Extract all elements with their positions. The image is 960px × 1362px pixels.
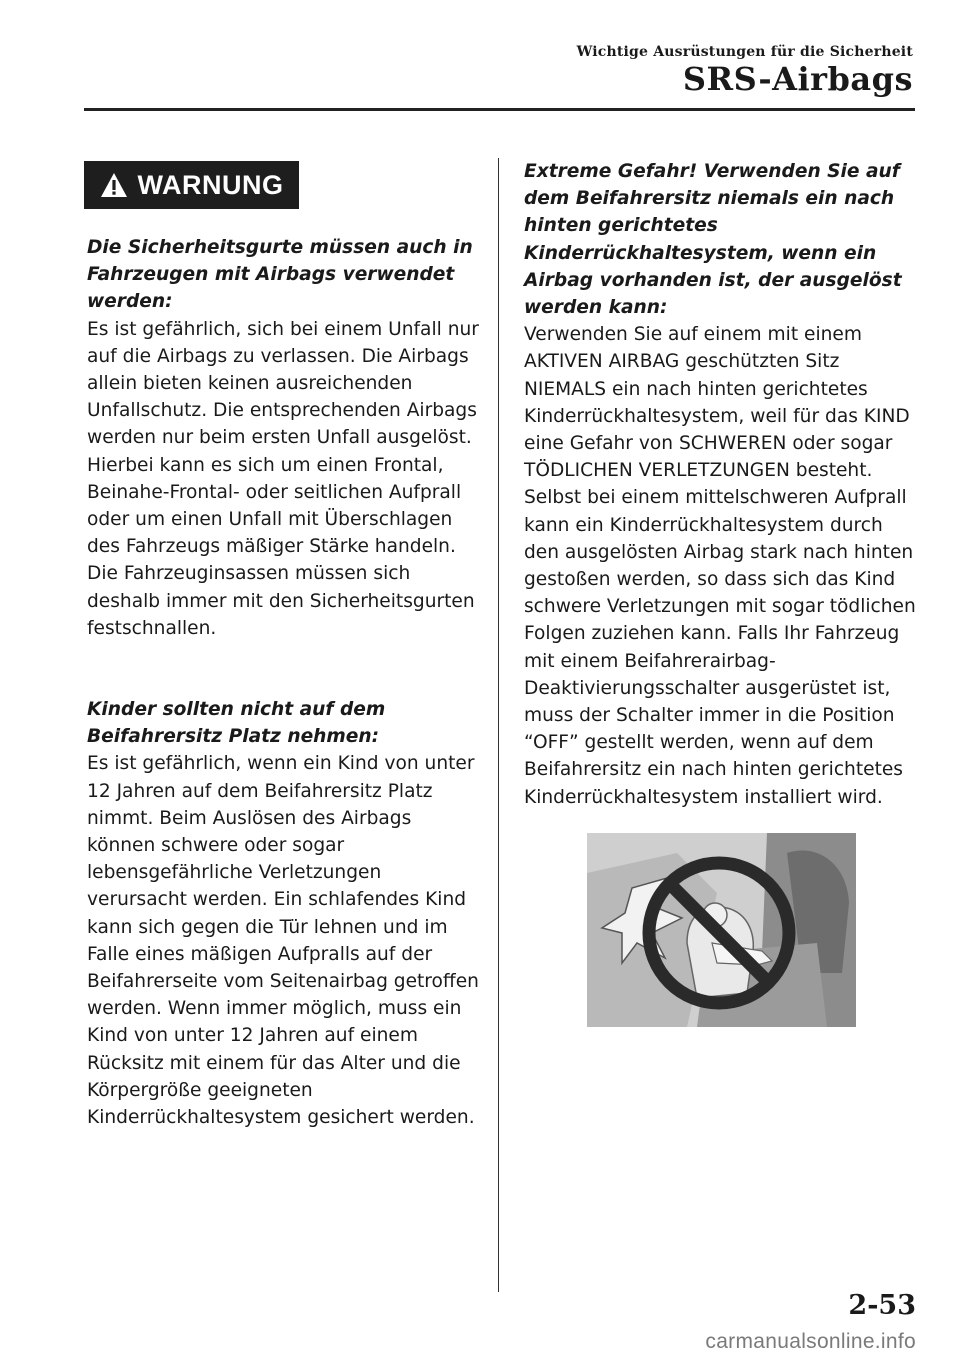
watermark: carmanualsonline.info [705, 1330, 916, 1353]
paragraph-body: Es ist gefährlich, wenn ein Kind von unter 12 Jahren auf dem Beifahrersitz Platz nimmt. Beim Auslösen des Airbags können schwere oder sogar lebensgefährliche Verletzungen verursacht werden. Ein schlafendes Kind kann sich gegen die Tür lehnen und im Falle eines mäßigen Aufpralls auf der Beifahrerseite vom Seitenairbag getroffen werden. Wenn immer möglich, muss ein Kind von unter 12 Jahren auf einem Rücksitz mit einem für das Alter und die Körpergröße geeigneten Kinderrückhaltesystem gesichert werden. [87, 753, 479, 1129]
rear-facing-child-seat-prohibited-illustration [587, 833, 856, 1027]
warning-paragraph [524, 158, 919, 811]
paragraph-heading: Kinder sollten nicht auf dem Beifahrersitz Platz nehmen: [87, 699, 386, 748]
warning-paragraph [87, 234, 482, 642]
paragraph-heading: Die Sicherheitsgurte müssen auch in Fahrzeugen mit Airbags verwendet werden: [87, 237, 473, 313]
paragraph-body: Verwenden Sie auf einem mit einem AKTIVEN AIRBAG geschützten Sitz NIEMALS ein nach hinten gerichtetes Kinderrückhaltesystem, weil für das KIND eine Gefahr von SCHWEREN oder sogar TÖDLICHEN VERLETZUNGEN besteht. Selbst bei einem mittelschweren Aufprall kann ein Kinderrückhaltesystem durch den ausgelösten Airbag stark nach hinten gestoßen werden, so dass sich das Kind schwere Verletzungen mit sogar tödlichen Folgen zuziehen kann. Falls Ihr Fahrzeug mit einem Beifahrerairbag-Deaktivierungsschalter ausgerüstet ist, muss der Schalter immer in die Position “OFF” gestellt werden, wenn auf dem Beifahrersitz ein nach hinten gerichtetes Kinderrückhaltesystem installiert wird. [524, 324, 916, 808]
paragraph-heading: Extreme Gefahr! Verwenden Sie auf dem Beifahrersitz niemals ein nach hinten gerichtetes Kinderrückhaltesystem, wenn ein Airbag vorhanden ist, der ausgelöst werden kann: [524, 161, 902, 319]
page-title: SRS-Airbags [682, 60, 913, 98]
left-column [87, 234, 482, 1131]
column-divider [498, 158, 499, 1292]
header-divider [84, 108, 915, 111]
warning-paragraph [87, 696, 482, 1131]
paragraph-body: Es ist gefährlich, sich bei einem Unfall nur auf die Airbags zu verlassen. Die Airbags allein bieten keinen ausreichenden Unfallschutz. Die entsprechenden Airbags werden nur beim ersten Unfall ausgelöst. Hierbei kann es sich um einen Frontal, Beinahe-Frontal- oder seitlichen Aufprall oder um einen Unfall mit Überschlagen des Fahrzeugs mäßiger Stärke handeln. Die Fahrzeuginsassen müssen sich deshalb immer mit den Sicherheitsgurten festschnallen. [87, 318, 479, 639]
page-number: 2-53 [848, 1290, 916, 1321]
warning-label: WARNUNG [137, 169, 284, 200]
right-column [524, 158, 919, 811]
warning-badge [84, 161, 299, 209]
section-heading: Wichtige Ausrüstungen für die Sicherheit [576, 44, 913, 60]
warning-triangle-icon [100, 172, 128, 198]
